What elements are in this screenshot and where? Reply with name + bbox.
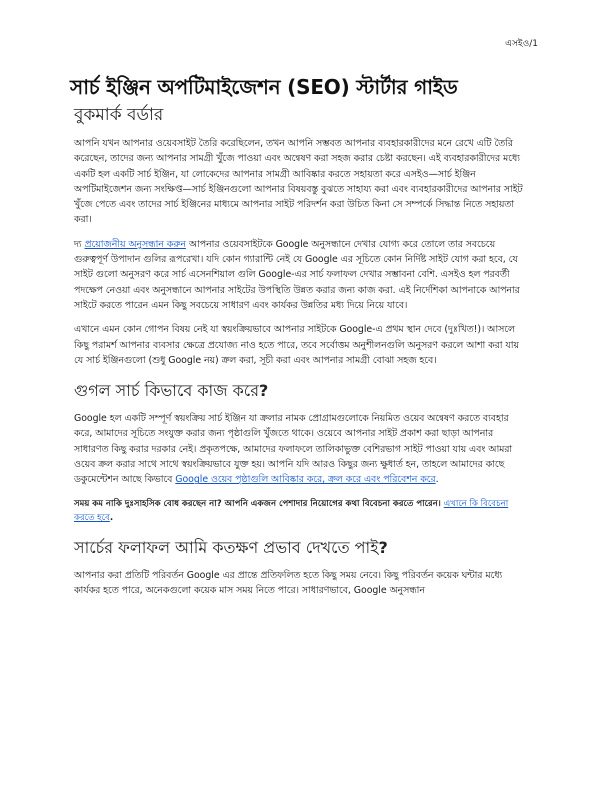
intro-paragraph: আপনি যখন আপনার ওয়েবসাইট তৈরি করেছিলেন, তখন আপনি সম্ভবত আপনার ব্যবহারকারীদের মনে রেখে এটি তৈরি করেছেন, তাদের জন্য আপনার সামগ্রী খুঁজে পাওয়া এবং অন্বেষণ করা সহজ করার চেষ্টা করছেন। এই ব্যবহারকারীদের মধ্যে একটি হল একটি সার্চ ইঞ্জিন, যা লোকেদের আপনার সামগ্রী আবিষ্কার করতে সহায়তা করে এসইও—সার্চ ইঞ্জিন অপটিমাইজেশন জন্য সংক্ষিপ্ত—সার্চ ইঞ্জিনগুলো আপনার বিষয়বস্তু বুঝতে সাহায্য করা এবং ব্যবহারকারীদের আপনার সাইট খুঁজে পেতে এবং তাদের সার্চ ইঞ্জিনের মাধ্যমে আপনার সাইট পরিদর্শন করা উচিত কিনা সে সম্পর্কে সিদ্ধান্ত নিতে সহায়তা করা। bbox=[74, 138, 523, 226]
page-subtitle: বুকমার্ক বর্ডার bbox=[74, 105, 164, 125]
how-search-works-text: Google হল একটি সম্পূর্ণ স্বয়ংক্রিয় সার্চ ইঞ্জিন যা ক্রলার নামক প্রোগ্রামগুলোকে নিয়মিত ওয়েব অন্বেষণ করতে ব্যবহার করে, আমাদের সূচিতে সংযুক্ত করার জন্য পৃষ্ঠাগুলি খুঁজতে থাকে। ওয়েবে আপনার সাইট প্রকাশ করা ছাড়া আপনার সাধারণত কিছু করার দরকার নেই। প্রকৃতপক্ষে, আমাদের ফলাফলে তালিকাভুক্ত বেশিরভাগ সাইট পাওয়া যায় এবং আমরা ওয়েব ক্রল করার সাথে সাথে স্বয়ংক্রিয়ভাবে যুক্ত হয়। আপনি যদি আরও কিছুর জন্য ক্ষুধার্ত হন, তাহলে আমাদের কাছে ডকুমেন্টেশন আছে কিভাবে bbox=[74, 413, 513, 486]
note-text: সময় কম নাকি দুঃসাহসিক বোধ করছেন না? আপনি একজন পেশাদার নিয়োগের কথা বিবেচনা করতে পারেন। bbox=[74, 498, 444, 509]
note-period: . bbox=[109, 512, 114, 523]
document-body bbox=[70, 64, 528, 607]
section-heading-how-search-works bbox=[74, 380, 528, 402]
google-crawl-docs-link[interactable]: Google ওয়েব পৃষ্ঠাগুলি আবিষ্কার করে, ক্রল করে এবং পরিবেশন করে bbox=[175, 474, 436, 486]
essentials-paragraph bbox=[74, 237, 528, 313]
hire-professional-note bbox=[74, 497, 528, 525]
question-mark: ? bbox=[259, 381, 269, 401]
no-secrets-paragraph: এখানে এমন কোন গোপন বিষয় নেই যা স্বয়ংক্রিয়ভাবে আপনার সাইটকে Google-এ প্রথম স্থান দেবে (দুঃখিত!)। আসলে কিছু পরামর্শ আপনার ব্যবসার ক্ষেত্রে প্রযোজ্য নাও হতে পারে, তবে সর্বোত্তম অনুশীলনগুলি অনুসরণ করলে আশা করা যায় যে সার্চ ইঞ্জিনগুলো (শুধু Google নয়) ক্রল করা, সূচী করা এবং আপনার সামগ্রী বোঝা সহজ হবে। bbox=[74, 324, 519, 366]
essentials-text: আপনার ওয়েবসাইটকে Google অনুসন্ধানে দেখার যোগ্য করে তোলে তার সবচেয়ে গুরুত্বপূর্ণ উপাদান গুলির রূপরেখা। যদি কোন গ্যারান্টি নেই যে Google এর সূচিতে কোন নির্দিষ্ট সাইট যোগ করা হবে, যে সাইট গুলো অনুসরণ করে সার্চ এসেনশিয়াল গুলি Google-এর সার্চ ফলাফল দেখার সম্ভাবনা বেশি. এসইও হল পরবর্তী পদক্ষেপ নেওয়া এবং অনুসন্ধানে আপনার সাইটের উপস্থিতি উন্নত করার জন্য কাজ করা. এই নির্দেশিকা আপনাকে আপনার সাইটে করতে পারেন এমন কিছু সবচেয়ে সাধারণ এবং কার্যকর উন্নতির মধ্য দিয়ে নিয়ে যাবে। bbox=[74, 238, 520, 311]
page-identifier: এসইও/1 bbox=[505, 39, 538, 49]
how-search-works-paragraph bbox=[74, 411, 528, 487]
period: . bbox=[435, 474, 439, 486]
hire-seo-link[interactable]: এখানে কি বিবেচনা করতে হবে bbox=[74, 498, 509, 523]
search-essentials-link[interactable]: প্রয়োজনীয় অনুসন্ধান করুন bbox=[84, 238, 186, 250]
section-heading-text: গুগল সার্চ কিভাবে কাজ করে bbox=[74, 381, 260, 401]
how-long-paragraph: আপনার করা প্রতিটি পরিবর্তন Google এর প্রান্তে প্রতিফলিত হতে কিছু সময় নেবে। কিছু পরিবর্তন কয়েক ঘন্টার মধ্যে কার্যকর হতে পারে, অনেকগুলো কয়েক মাস সময় নিতে পারে। সাধারণভাবে, Google অনুসন্ধান bbox=[74, 569, 503, 596]
section-heading-text: সার্চের ফলাফল আমি কতক্ষণ প্রভাব দেখতে পাই bbox=[74, 537, 379, 557]
question-mark: ? bbox=[378, 537, 388, 557]
essentials-prefix: দ্য bbox=[74, 238, 85, 250]
section-heading-how-long-results bbox=[74, 537, 528, 559]
page-title: সার্চ ইঞ্জিন অপটিমাইজেশন (SEO) স্টার্টার গাইড bbox=[70, 75, 458, 99]
